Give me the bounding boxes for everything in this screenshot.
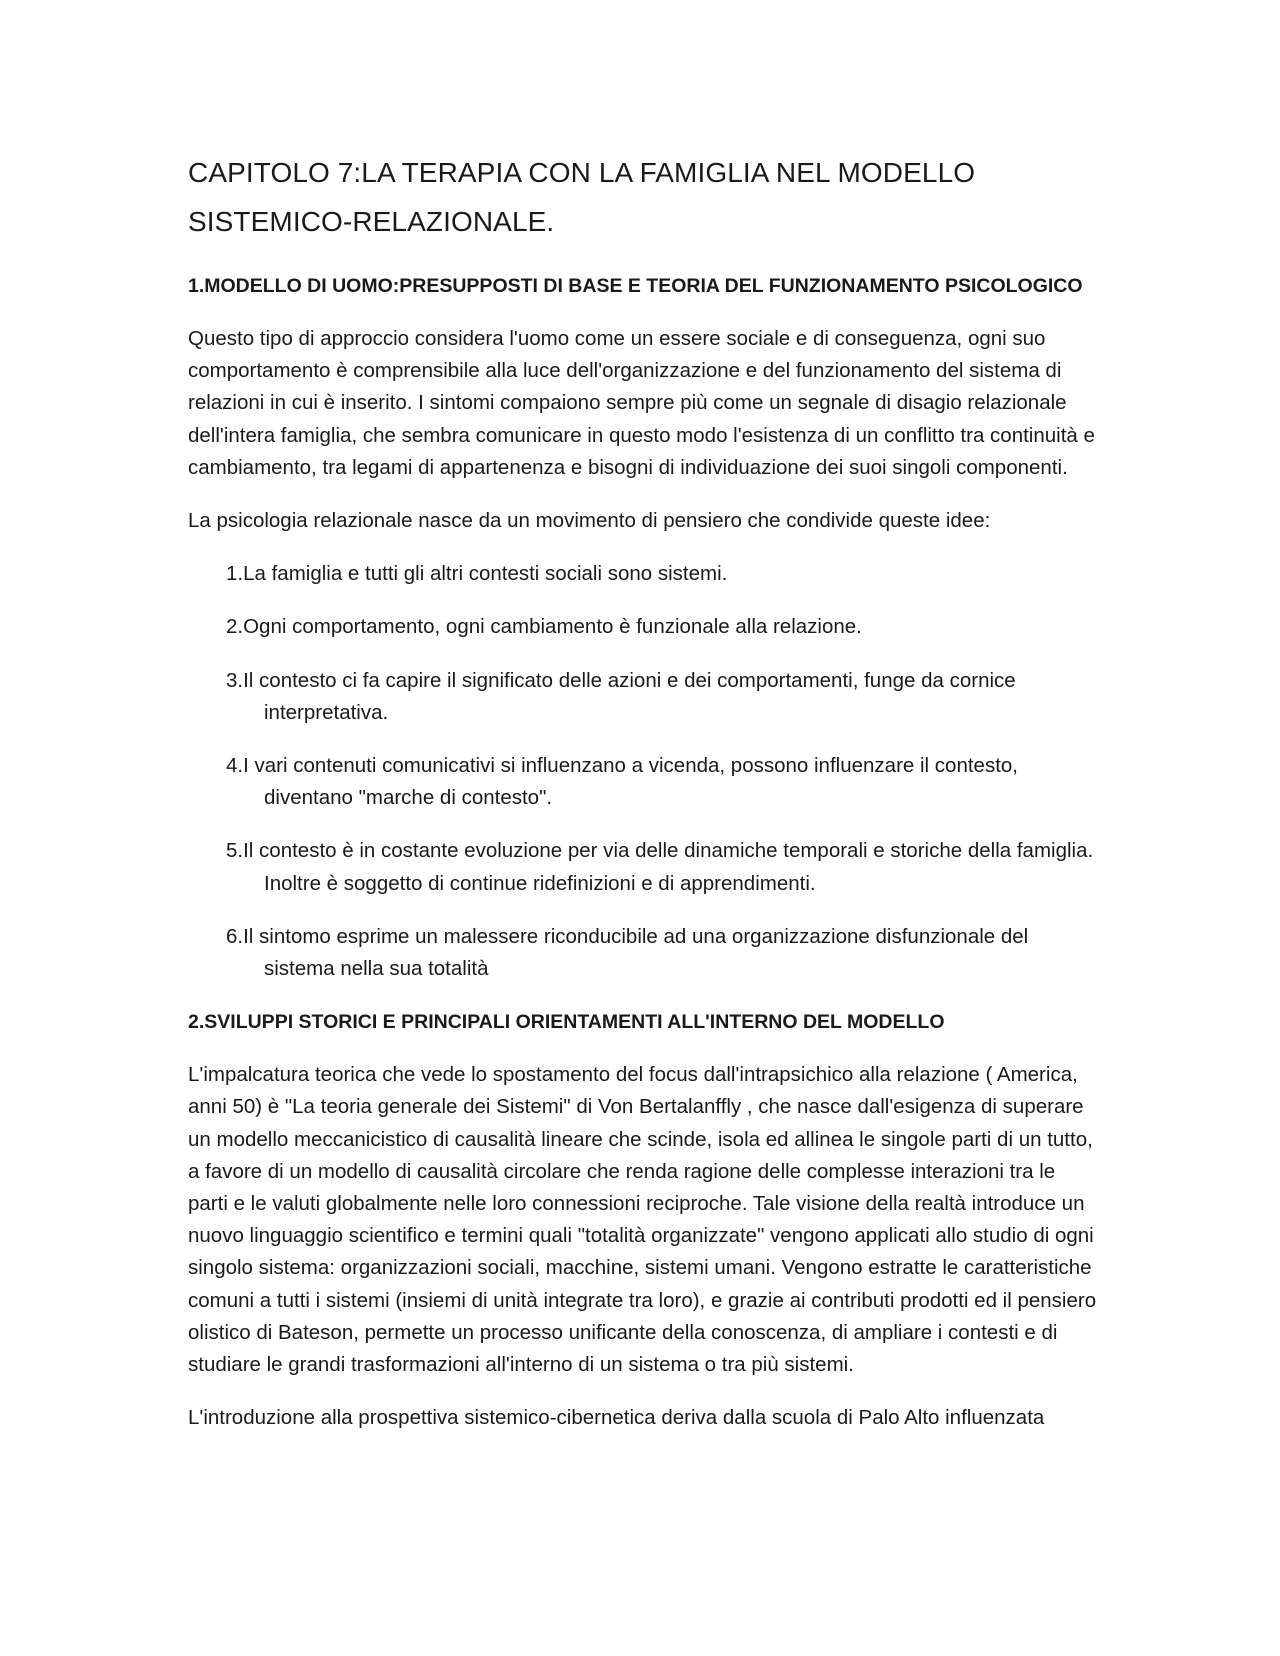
list-item: 6.Il sintomo esprime un malessere riconducibile ad una organizzazione disfunzionale del sistema nella sua totalità xyxy=(226,924,1029,981)
list-item: 2.Ogni comportamento, ogni cambiamento è funzionale alla relazione. xyxy=(226,615,862,639)
section-heading-2: 2.SVILUPPI STORICI E PRINCIPALI ORIENTAMENTI ALL'INTERNO DEL MODELLO xyxy=(188,1011,945,1034)
section2-paragraph-2: L'introduzione alla prospettiva sistemico-cibernetica deriva dalla scuola di Palo Alto influenzata xyxy=(188,1406,1045,1430)
section2-paragraph-1: L'impalcatura teorica che vede lo spostamento del focus dall'intrapsichico alla relazione ( America, anni 50) è "La teoria generale dei Sistemi" di Von Bertalanffly , che nasce dall'esigenza di superare un modello meccanicistico di causalità lineare che scinde, isola ed allinea le singole parti di un tutto, a favore di un modello di causalità circolare che renda ragione delle complesse interazioni tra le parti e le valuti globalmente nelle loro connessioni reciproche. Tale visione della realtà introduce un nuovo linguaggio scientifico e termini quali "totalità organizzate" vengono applicati allo studio di ogni singolo sistema: organizzazioni sociali, macchine, sistemi umani. Vengono estratte le caratteristiche comuni a tutti i sistemi (insiemi di unità integrate tra loro), e grazie ai contributi prodotti ed il pensiero olistico di Bateson, permette un processo unificante della conoscenza, di ampliare i contesti e di studiare le grandi trasformazioni all'interno di un sistema o tra più sistemi. xyxy=(188,1063,1097,1377)
document-body xyxy=(188,148,1098,1455)
list-item: 5.Il contesto è in costante evoluzione per via delle dinamiche temporali e storiche della famiglia. Inoltre è soggetto di continue ridefinizioni e di apprendimenti. xyxy=(226,839,1094,895)
section1-paragraph-1: Questo tipo di approccio considera l'uomo come un essere sociale e di conseguenza, ogni suo comportamento è comprensibile alla luce dell'organizzazione e del funzionamento del sistema di relazioni in cui è inserito. I sintomi compaiono sempre più come un segnale di disagio relazionale dell'intera famiglia, che sembra comunicare in questo modo l'esistenza di un conflitto tra continuità e cambiamento, tra legami di appartenenza e bisogni di individuazione dei suoi singoli componenti. xyxy=(188,327,1095,479)
chapter-title: CAPITOLO 7:LA TERAPIA CON LA FAMIGLIA NEL MODELLO SISTEMICO-RELAZIONALE. xyxy=(188,157,976,237)
principles-list xyxy=(188,558,1098,985)
list-item: 4.I vari contenuti comunicativi si influenzano a vicenda, possono influenzare il contesto, diventano "marche di contesto". xyxy=(226,754,1018,810)
list-item: 3.Il contesto ci fa capire il significato delle azioni e dei comportamenti, funge da cornice interpretativa. xyxy=(226,668,1016,724)
section-heading-1: 1.MODELLO DI UOMO:PRESUPPOSTI DI BASE E TEORIA DEL FUNZIONAMENTO PSICOLOGICO xyxy=(188,275,1083,297)
section1-paragraph-2: La psicologia relazionale nasce da un movimento di pensiero che condivide queste idee: xyxy=(188,509,991,533)
list-item: 1.La famiglia e tutti gli altri contesti sociali sono sistemi. xyxy=(226,562,728,586)
